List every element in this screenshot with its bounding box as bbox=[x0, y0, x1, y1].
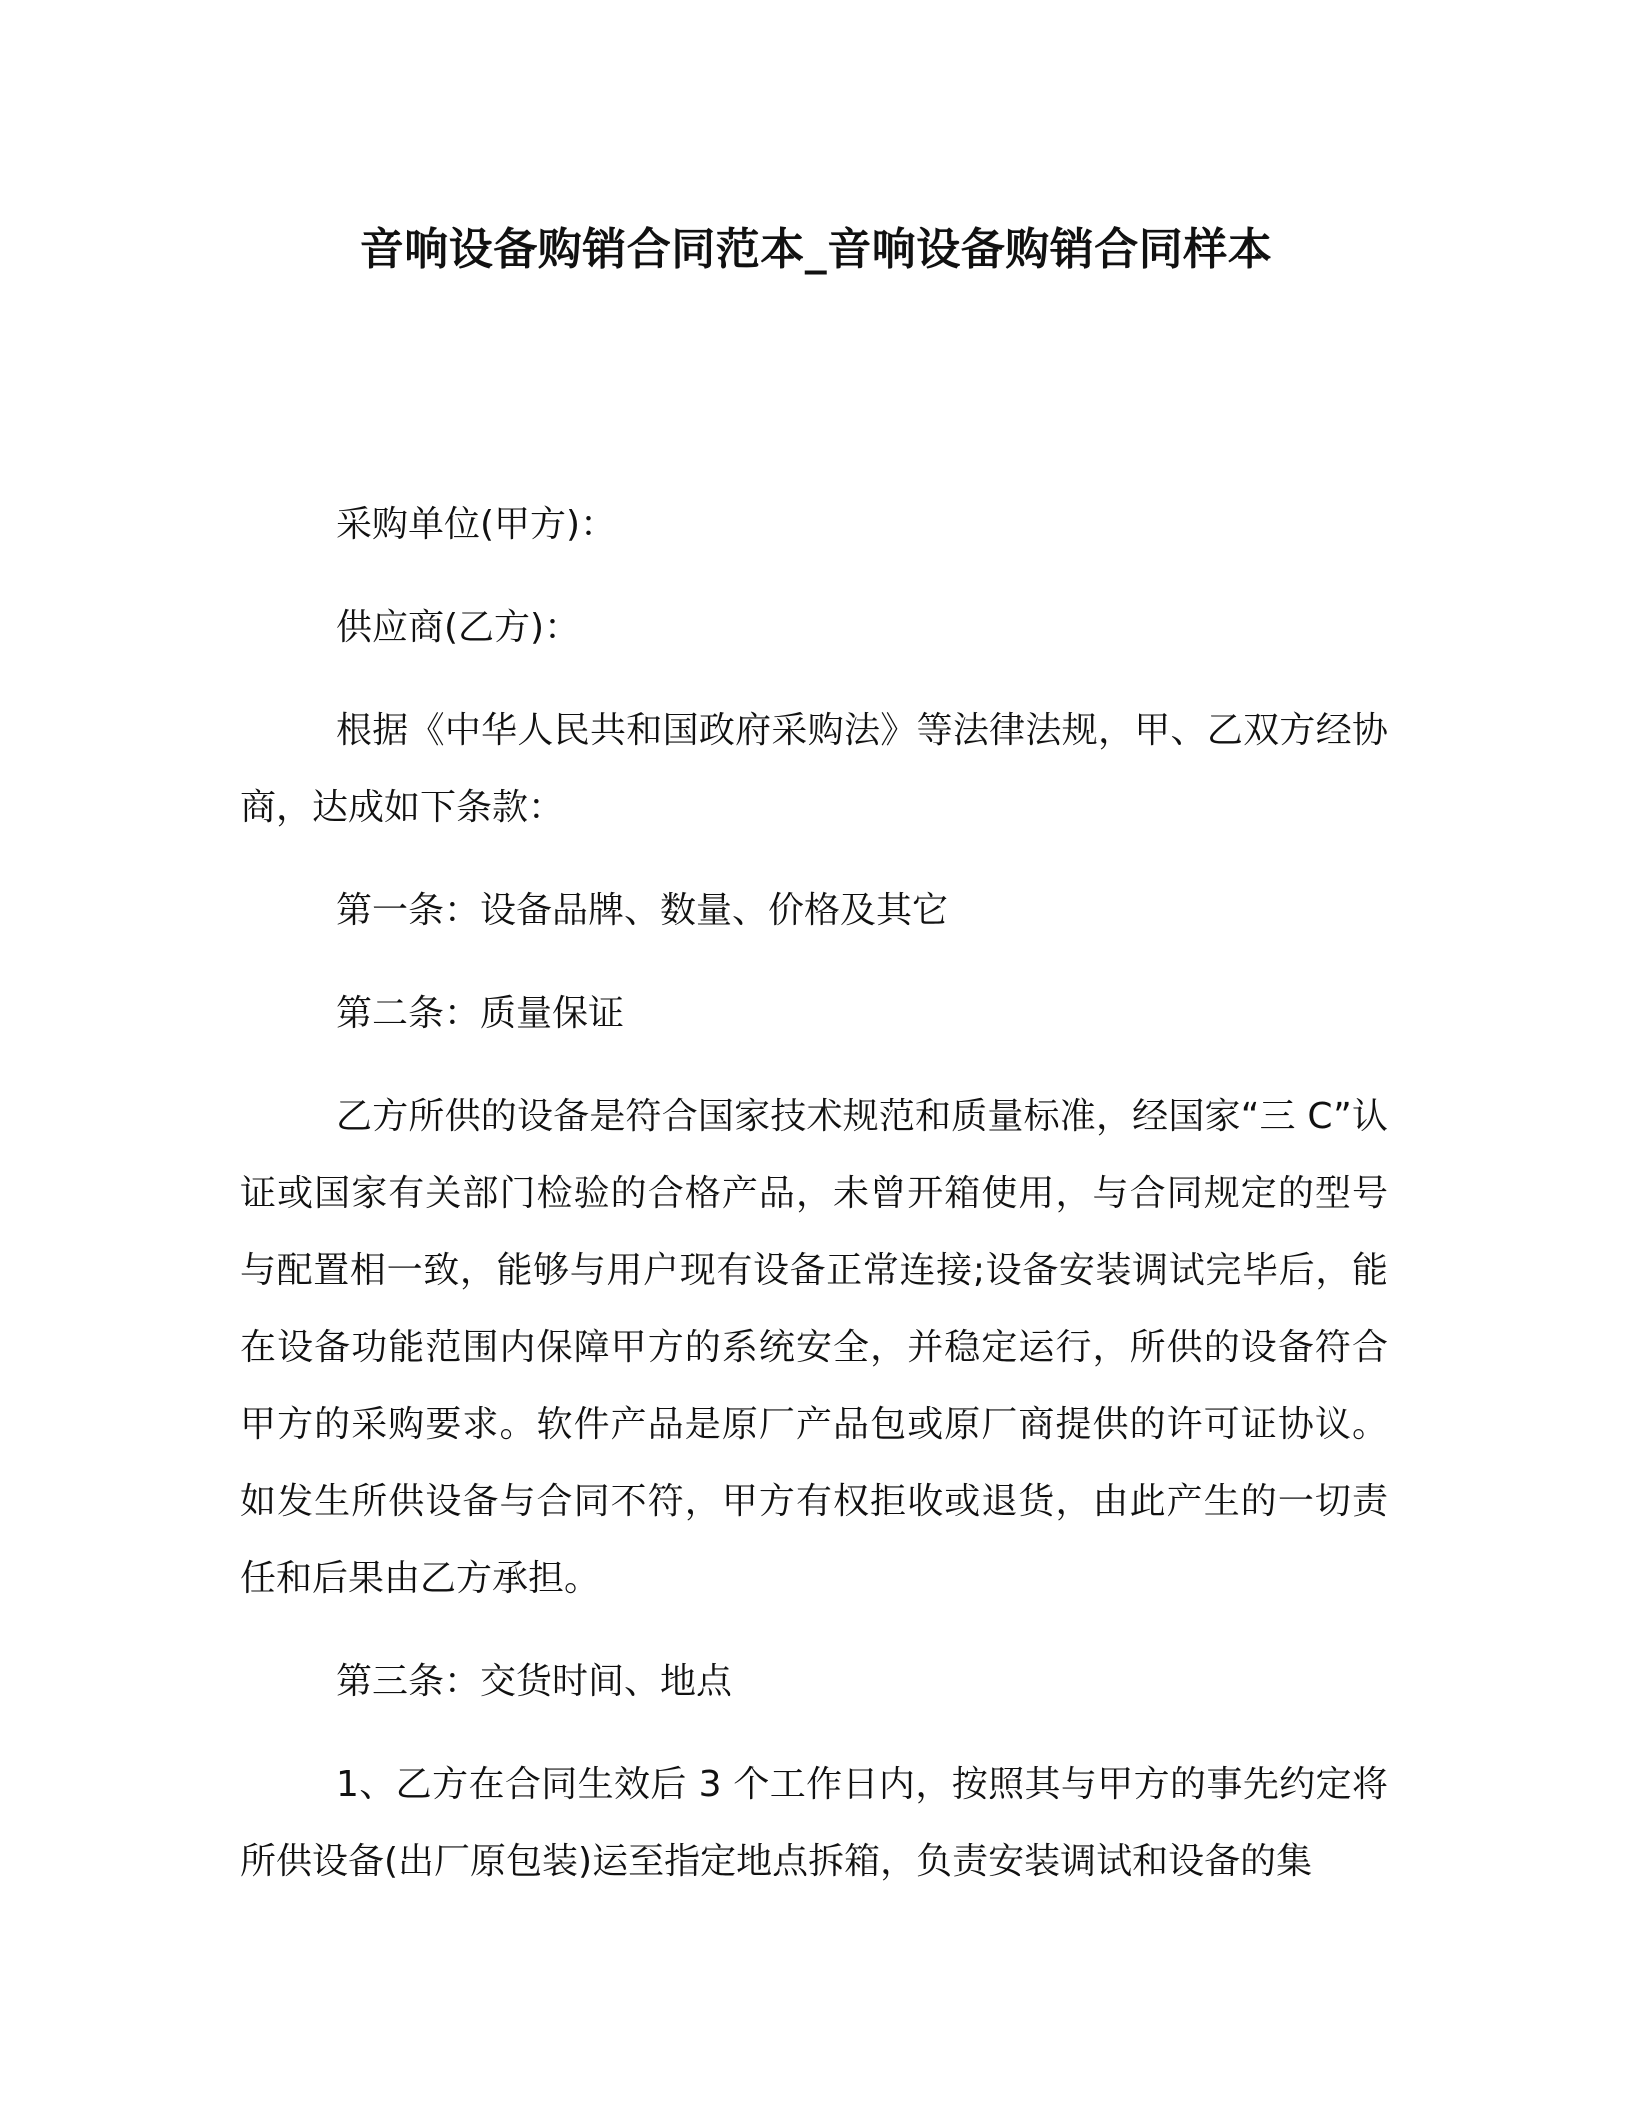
party-b-line: 供应商(乙方)： bbox=[336, 607, 581, 648]
quality-paragraph: 乙方所供的设备是符合国家技术规范和质量标准，经国家“三 C”认证或国家有关部门检验的合格产品，未曾开箱使用，与合同规定的型号与配置相一致，能够与用户现有设备正常连接;设备安装调试完毕后，能在设备功能范围内保障甲方的系统安全，并稳定运行，所供的设备符合甲方的采购要求。软件产品是原厂产品包或原厂商提供的许可证协议。如发生所供设备与合同不符，甲方有权拒收或退货，由此产生的一切责任和后果由乙方承担。 bbox=[240, 1096, 1388, 1599]
preamble-paragraph: 根据《中华人民共和国政府采购法》等法律法规，甲、乙双方经协商，达成如下条款： bbox=[240, 710, 1388, 828]
article-3-heading: 第三条：交货时间、地点 bbox=[336, 1661, 733, 1702]
party-a-line: 采购单位(甲方)： bbox=[336, 504, 617, 545]
article-1-heading: 第一条：设备品牌、数量、价格及其它 bbox=[336, 890, 949, 931]
document-body bbox=[240, 486, 1388, 1926]
delivery-paragraph: 1、乙方在合同生效后 3 个工作日内，按照其与甲方的事先约定将所供设备(出厂原包装)运至指定地点拆箱，负责安装调试和设备的集 bbox=[240, 1764, 1388, 1882]
document-title: 音响设备购销合同范本_音响设备购销合同样本 bbox=[359, 224, 1273, 275]
article-2-heading: 第二条：质量保证 bbox=[336, 993, 625, 1034]
